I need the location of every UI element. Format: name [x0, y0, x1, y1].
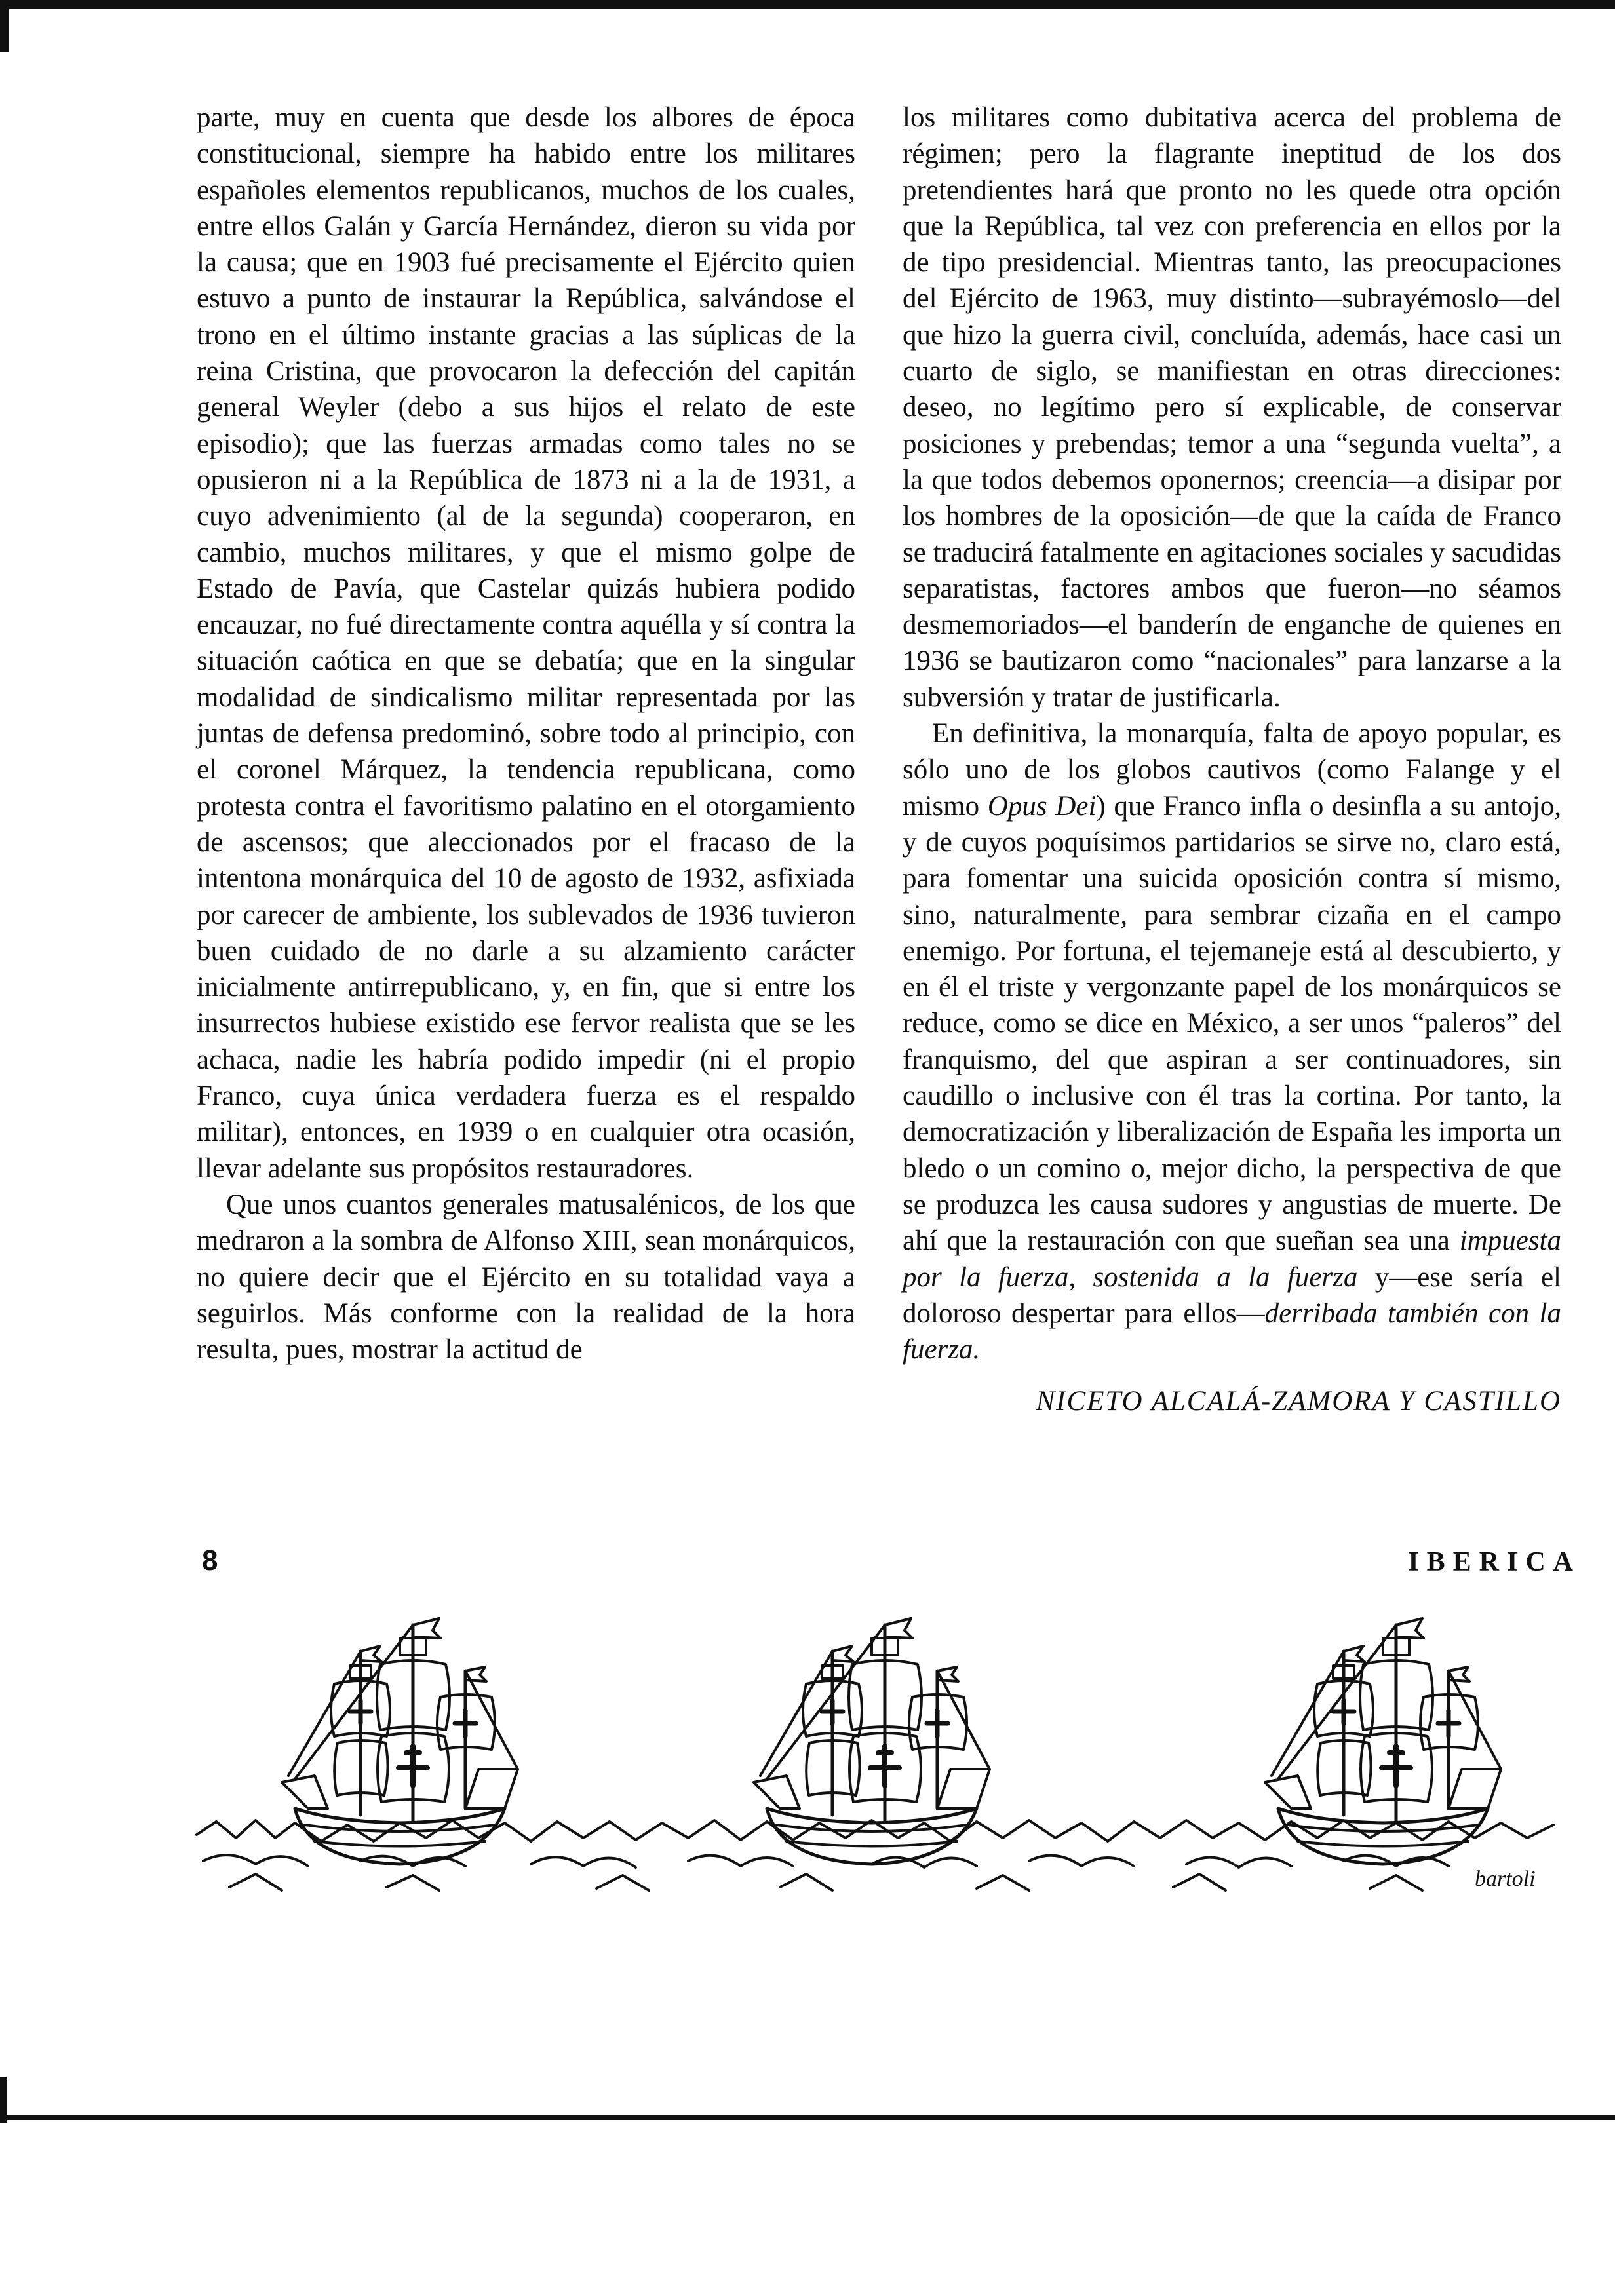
right-paragraph-1: los militares como dubitativa acerca del problema de régimen; pero la flagrante ineptitud de los dos pretendientes hará que pronto no les quede otra opción que la República, tal vez con preferencia en ellos por la de tipo presidencial. Mientras tanto, las preocupaciones del Ejército de 1963, muy distinto—subrayémoslo—del que hizo la guerra civil, concluída, además, hace casi un cuarto de siglo, se manifiestan en otras direcciones: deseo, no legítimo pero sí explicable, de conservar posiciones y prebendas; temor a una “segunda vuelta”, a la que todos debemos oponernos; creencia—a disipar por los hombres de la oposición—de que la caída de Franco se traducirá fatalmente en agitaciones sociales y sacudidas separatistas, factores ambos que fueron—no séamos desmemoriados—el banderín de enganche de quienes en 1936 se bautizaron como “nacionales” para lanzarse a la subversión y tratar de justificarla.	[903, 102, 1561, 713]
italic-opus-dei: Opus Dei	[987, 790, 1097, 822]
right-paragraph-2-a: En definitiva, la monarquía, falta de apoyo popular, es sólo uno de los globos cautivos (como Falange y el mismo	[903, 718, 1561, 822]
right-paragraph-2-b: ) que Franco infla o desinfla a su antojo, y de cuyos poquísimos partidarios se sirve no, claro está, para fomentar una suicida oposición contra sí mismo, sino, naturalmente, para sembrar cizaña en el campo enemigo. Por fortuna, el tejemaneje está al descubierto, y en él el triste y vergonzante papel de los monárquicos se reduce, como se dice en México, a ser unos “paleros” del franquismo, del que aspiran a ser continuadores, sin caudillo o inclusive con él tras la cortina. Por tanto, la democratización y liberalización de España les importa un bledo o un comino o, mejor dicho, la perspectiva de que se produzca les causa sudores y angustias de muerte. De ahí que la restauración con que sueñan sea una	[903, 790, 1562, 1257]
article-right-column	[903, 100, 1561, 1420]
italic-phrase-derribada: derribada también con la fuerza.	[903, 1297, 1561, 1366]
artist-signature: bartoli	[1475, 1867, 1536, 1891]
page-left-edge-top	[0, 0, 9, 52]
right-paragraph-2-c: y—ese sería el doloroso despertar para ellos—	[903, 1261, 1562, 1329]
left-paragraph-2: Que unos cuantos generales matusalénicos, de los que medraron a la sombra de Alfonso XIII, sean monárquicos, no quiere decir que el Ejército en su totalidad vaya a seguirlos. Más conforme con la realidad de la hora resulta, pues, mostrar la actitud de	[197, 1189, 855, 1366]
caravel-middle	[754, 1618, 990, 1864]
page-number: 8	[202, 1544, 218, 1577]
author-signature: NICETO ALCALÁ-ZAMORA Y CASTILLO	[1036, 1386, 1561, 1417]
article-left-column	[197, 100, 855, 1368]
page-bottom-edge	[0, 2115, 1615, 2120]
page-top-edge	[0, 0, 1615, 9]
right-paragraph-2	[903, 716, 1561, 1368]
journal-name: IBERICA	[1408, 1547, 1581, 1577]
caravel-left	[282, 1618, 518, 1864]
left-paragraph-1: parte, muy en cuenta que desde los albores de época constitucional, siempre ha habido entre los militares españoles elementos republicanos, muchos de los cuales, entre ellos Galán y García Hernández, dieron su vida por la causa; que en 1903 fué precisamente el Ejército quien estuvo a punto de instaurar la República, salvándose el trono en el último instante gracias a las súplicas de la reina Cristina, que provocaron la defección del capitán general Weyler (debo a sus hijos el relato de este episodio); que las fuerzas armadas como tales no se opusieron ni a la República de 1873 ni a la de 1931, a cuyo advenimiento (al de la segunda) cooperaron, en cambio, muchos militares, y que el mismo golpe de Estado de Pavía, que Castelar quizás hubiera podido encauzar, no fué directamente contra aquélla y sí contra la situación caótica en que se debatía; que en la singular modalidad de sindicalismo militar representada por las juntas de defensa predominó, sobre todo al principio, con el coronel Márquez, la tendencia republicana, como protesta contra el favoritismo palatino en el otorgamiento de ascensos; que aleccionados por el fracaso de la intentona monárquica del 10 de agosto de 1932, asfixiada por carecer de ambiente, los sublevados de 1936 tuvieron buen cuidado de no darle a su alzamiento carácter inicialmente antirrepublicano, y, en fin, que si entre los insurrectos hubiese existido ese fervor realista que se les achaca, nadie les habría podido impedir (ni el propio Franco, cuya única verdadera fuerza es el respaldo militar), entonces, en 1939 o en cualquier otra ocasión, llevar adelante sus propósitos restauradores.	[197, 102, 855, 1184]
page-left-edge-bottom	[0, 2077, 7, 2123]
caravels-illustration	[190, 1612, 1573, 1907]
italic-phrase-fuerza: impuesta por la fuerza, sostenida a la fuerza	[903, 1225, 1561, 1293]
